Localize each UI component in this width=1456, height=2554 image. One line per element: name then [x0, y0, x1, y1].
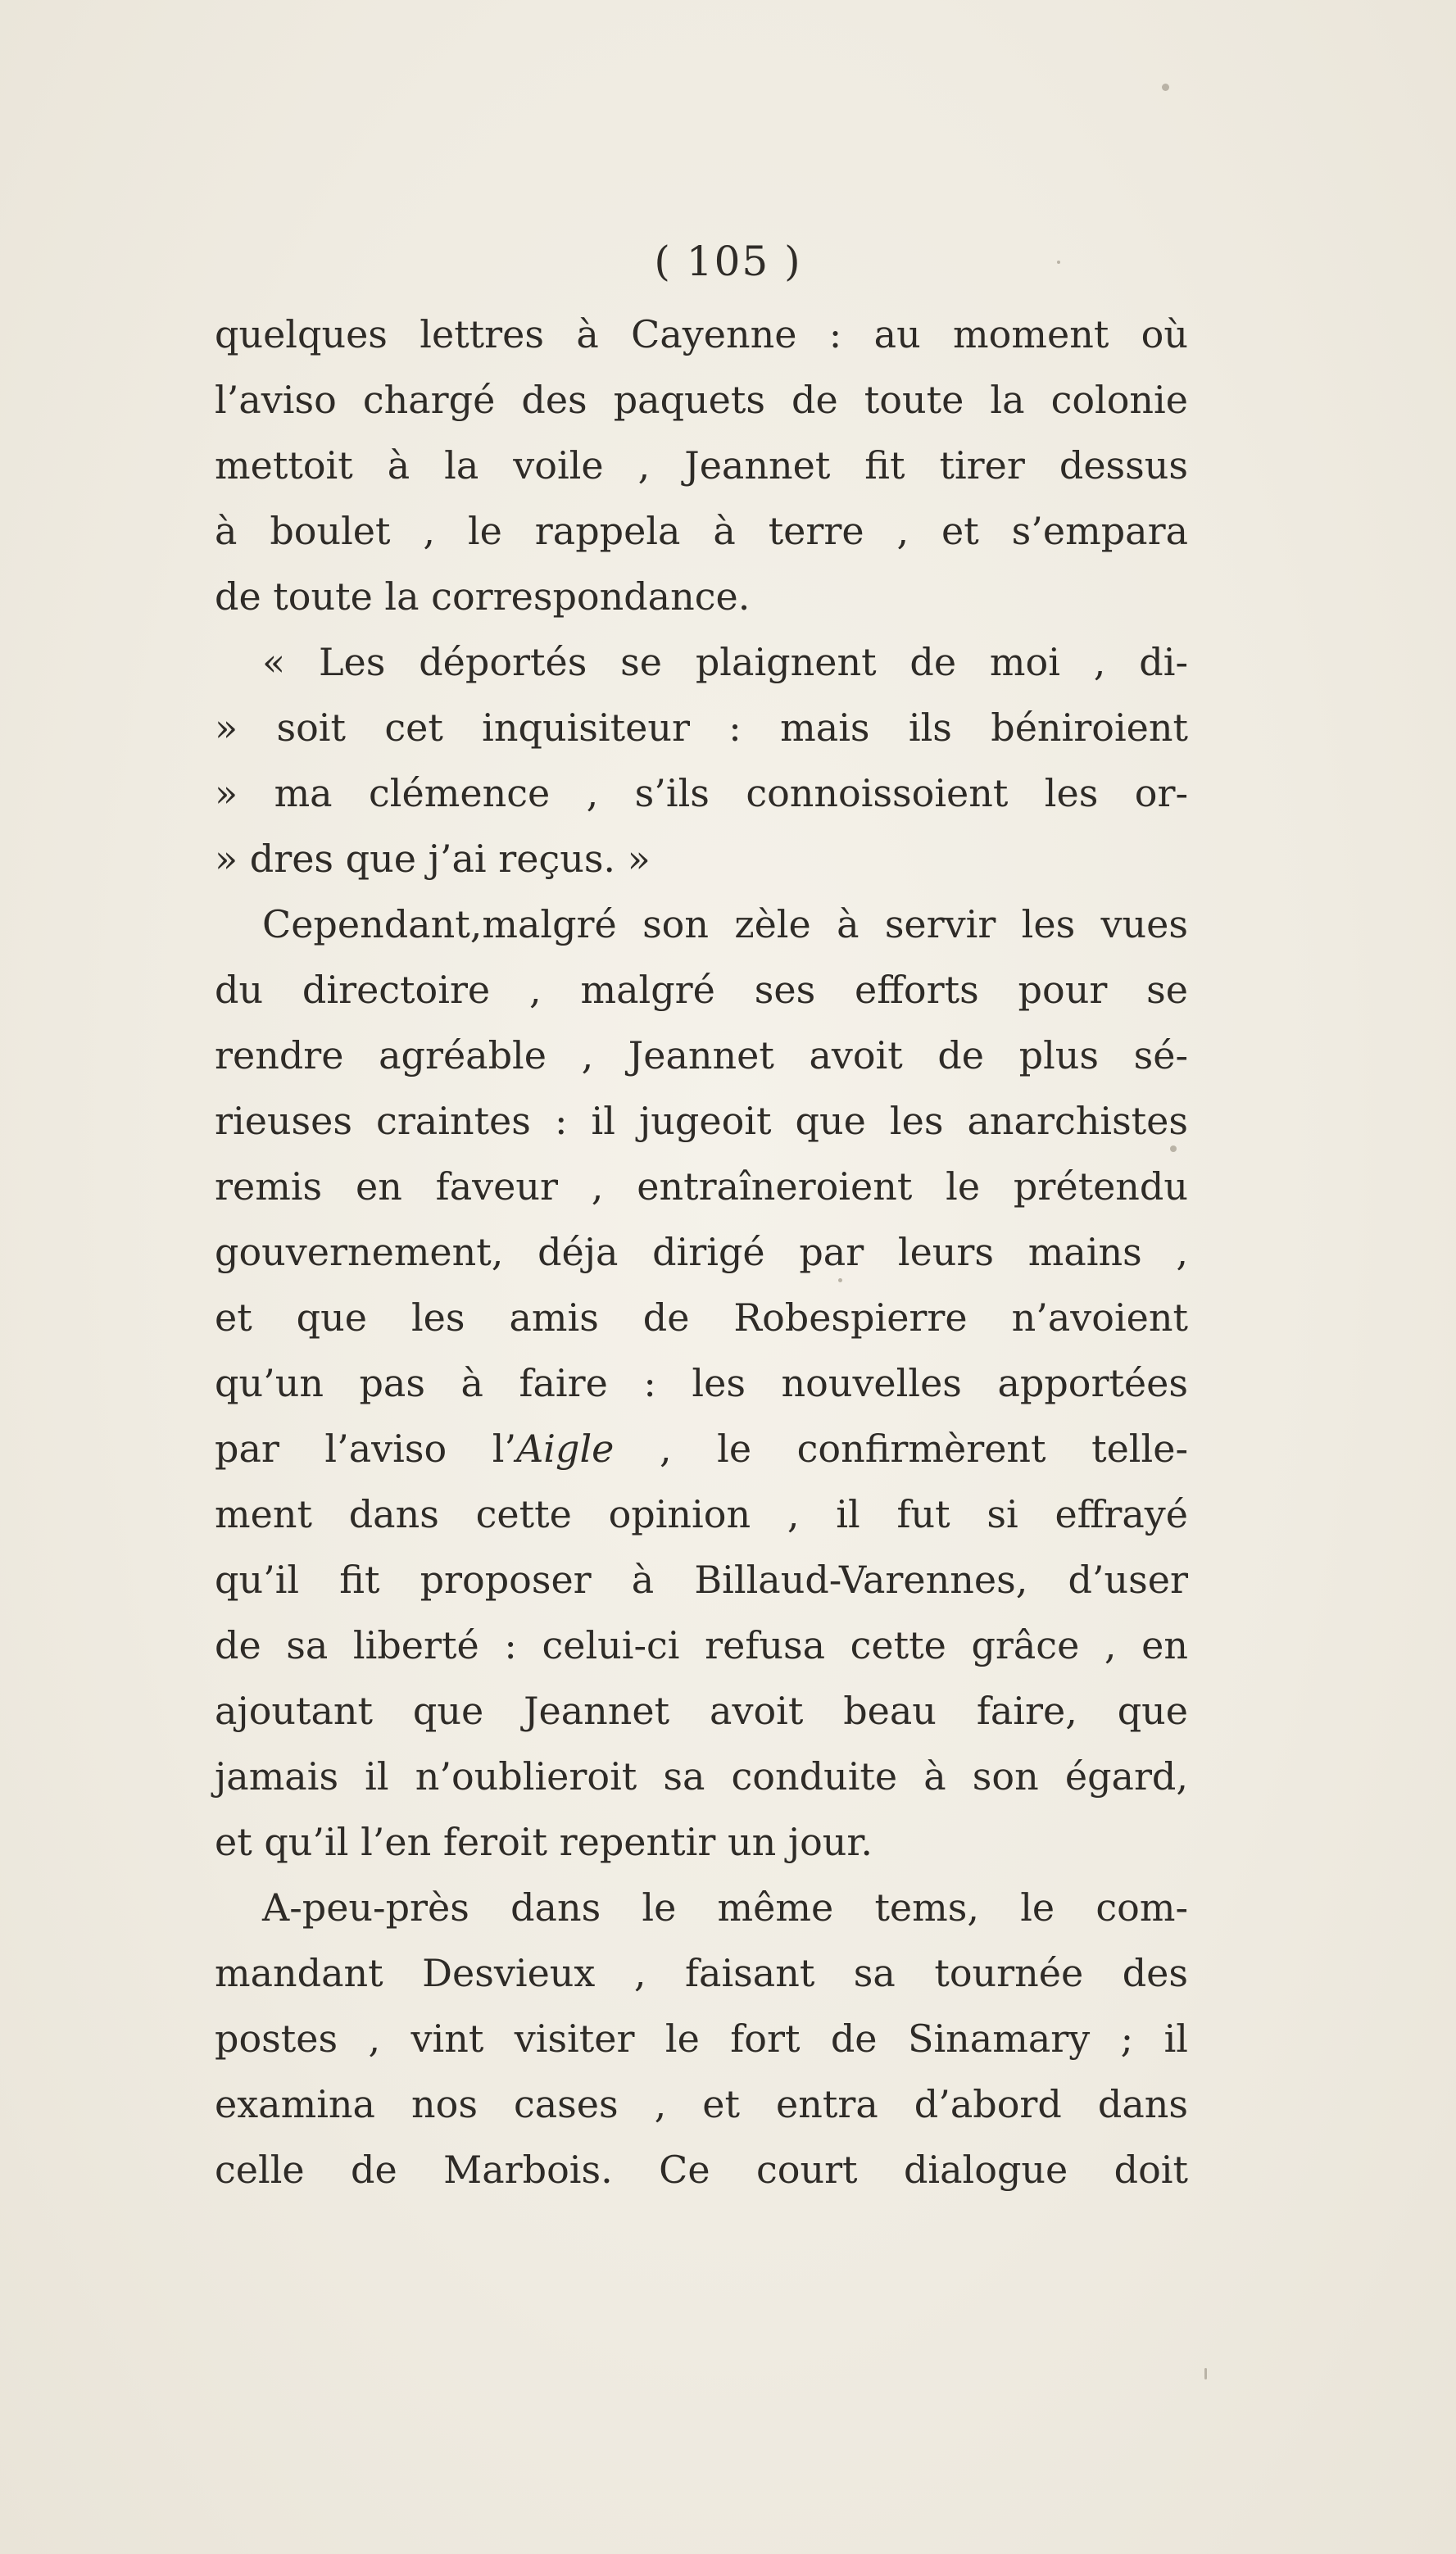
body-text — [215, 302, 1188, 2202]
text-line: » soit cet inquisiteur : mais ils béniroient — [215, 705, 1188, 750]
text-line: jamais il n’oublieroit sa conduite à son égard, — [215, 1754, 1188, 1799]
text-line: de sa liberté : celui-ci refusa cette grâce , en — [215, 1623, 1188, 1667]
text-line: » dres que j’ai reçus. » — [215, 837, 651, 881]
text-line: qu’il fit proposer à Billaud-Varennes, d’user — [215, 1558, 1188, 1602]
paper-speck — [1204, 2368, 1207, 2379]
text-line: Cependant,malgré son zèle à servir les vues — [262, 902, 1188, 946]
text-line: ment dans cette opinion , il fut si effrayé — [215, 1492, 1188, 1536]
text-line: du directoire , malgré ses efforts pour se — [215, 968, 1188, 1012]
text-line: mettoit à la voile , Jeannet fit tirer dessus — [215, 443, 1188, 488]
text-line: à boulet , le rappela à terre , et s’empara — [215, 509, 1188, 553]
text-run: par l’aviso l’ — [215, 1427, 517, 1471]
paper-speck — [1162, 84, 1169, 91]
text-line: ajoutant que Jeannet avoit beau faire, que — [215, 1689, 1188, 1733]
text-line: l’aviso chargé des paquets de toute la colonie — [215, 378, 1188, 422]
ship-name: Aigle — [516, 1427, 615, 1471]
text-line: gouvernement, déja dirigé par leurs mains , — [215, 1230, 1188, 1274]
text-line: rendre agréable , Jeannet avoit de plus sé- — [215, 1033, 1188, 1077]
text-line: celle de Marbois. Ce court dialogue doit — [215, 2148, 1188, 2192]
text-line: remis en faveur , entraîneroient le prétendu — [215, 1164, 1188, 1209]
text-line — [215, 1416, 1188, 1481]
text-line: postes , vint visiter le fort de Sinamary ; il — [215, 2016, 1188, 2061]
text-line: qu’un pas à faire : les nouvelles apportées — [215, 1361, 1188, 1405]
text-line: et que les amis de Robespierre n’avoient — [215, 1295, 1188, 1340]
text-line: mandant Desvieux , faisant sa tournée des — [215, 1951, 1188, 1995]
page-number: ( 105 ) — [654, 238, 802, 285]
text-line: et qu’il l’en feroit repentir un jour. — [215, 1820, 873, 1864]
text-line: rieuses craintes : il jugeoit que les anarchistes — [215, 1099, 1188, 1143]
text-line: quelques lettres à Cayenne : au moment où — [215, 312, 1188, 356]
text-line: « Les déportés se plaignent de moi , di- — [262, 640, 1188, 684]
text-line: de toute la correspondance. — [215, 574, 751, 619]
text-line: examina nos cases , et entra d’abord dans — [215, 2082, 1188, 2126]
text-line: » ma clémence , s’ils connoissoient les or- — [215, 771, 1188, 815]
text-run: , le confirmèrent telle- — [614, 1427, 1188, 1471]
text-line: A-peu-près dans le même tems, le com- — [262, 1885, 1188, 1930]
